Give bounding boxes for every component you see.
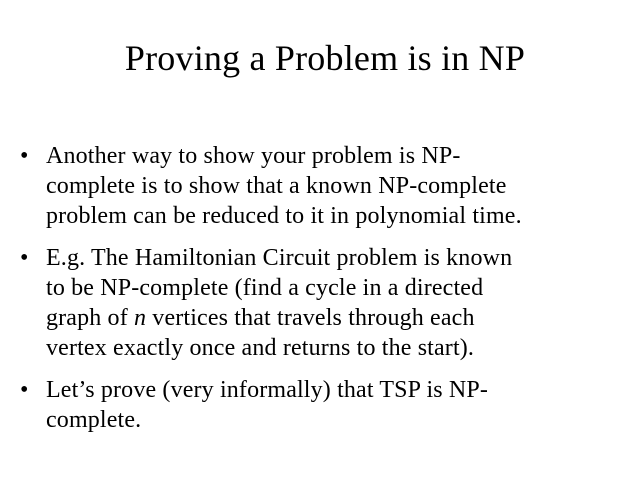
bullet-marker: • [20,377,29,403]
bullet-1-line-2: complete is to show that a known NP-complete [46,173,507,199]
bullet-2-line-1: E.g. The Hamiltonian Circuit problem is known [46,245,513,271]
bullet-1-line-3: problem can be reduced to it in polynomial time. [46,203,522,229]
variable-n: n [134,305,147,331]
bullet-2-line-3 [46,303,475,333]
bullet-2-line-3-suffix: vertices that travels through each [146,305,475,331]
bullet-2-line-2: to be NP-complete (find a cycle in a directed [46,275,484,301]
bullet-2-line-3-prefix: graph of [46,305,134,331]
bullet-1-line-1: Another way to show your problem is NP- [46,143,461,169]
slide-title: Proving a Problem is in NP [124,38,526,78]
bullet-3-line-2: complete. [46,407,142,433]
bullet-2-line-4: vertex exactly once and returns to the start). [46,335,475,361]
bullet-3-line-1: Let’s prove (very informally) that TSP is NP- [46,377,489,403]
bullet-marker: • [20,245,29,271]
bullet-marker: • [20,143,29,169]
